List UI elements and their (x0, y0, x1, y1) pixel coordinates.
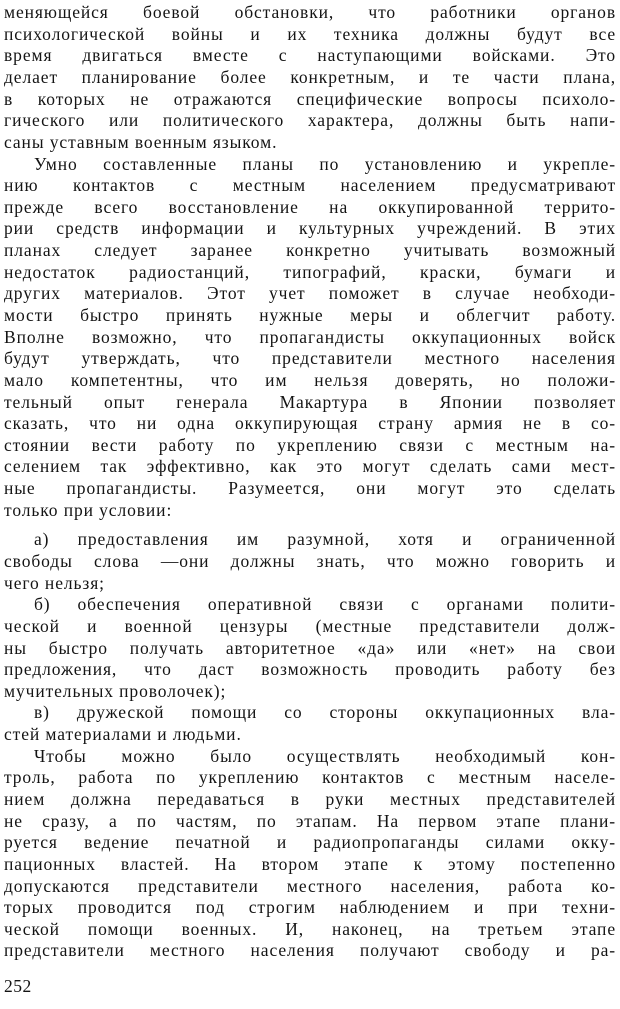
text-line: стоянии вести работу по укреплению связи с местным на- (4, 434, 616, 455)
text-line: только при условии: (4, 499, 173, 520)
text-line: саны уставным военным языком. (4, 131, 278, 152)
text-line: представители местного населения получают свободу и ра- (4, 940, 616, 961)
list-item-b-line: предложения, что даст возможность проводить работу без (4, 659, 616, 680)
list-item-a-line: свободы слова —они должны знать, что можно говорить и (4, 550, 616, 571)
text-line: психологической войны и их техника должны будут все (4, 23, 616, 44)
text-line: ческой помощи военных. И, наконец, на третьем этапе (4, 918, 616, 939)
text-line: прежде всего восстановление на оккупированной террито- (4, 196, 616, 217)
text-line: недостаток радиостанций, типографий, краски, бумаги и (4, 261, 616, 282)
text-line: меняющейся боевой обстановки, что работники органов (4, 2, 616, 22)
text-line: сказать, что ни одна оккупирующая страну армия не в со- (4, 413, 616, 434)
list-item-b-line: ны быстро получать авторитетное «да» или «нет» на свои (4, 637, 616, 658)
text-line: Вполне возможно, что пропагандисты оккупационных войск (4, 326, 616, 347)
text-line: время двигаться вместе с наступающими войсками. Это (4, 45, 616, 66)
list-item-b-line: б) обеспечения оперативной связи с органами полити- (34, 594, 616, 615)
text-line: мало компетентны, что им нельзя доверять, но положи- (4, 369, 616, 390)
text-line: троль, работа по укреплению контактов с местным населе- (4, 767, 616, 788)
text-line: допускаются представители местного населения, работа ко- (4, 875, 616, 896)
list-item-a-line: а) предоставления им разумной, хотя и ограниченной (34, 529, 616, 550)
text-line: мости быстро принять нужные меры и облегчит работу. (4, 304, 616, 325)
text-line: нием должна передаваться в руки местных представителей (4, 788, 616, 809)
text-line: в которых не отражаются специфические вопросы психоло- (4, 88, 616, 109)
text-line: торых проводится под строгим наблюдением и при техни- (4, 897, 616, 918)
text-line: не сразу, а по частям, по этапам. На первом этапе плани- (4, 810, 616, 831)
page-number: 252 (4, 976, 32, 996)
text-line: тельный опыт генерала Макартура в Японии позволяет (4, 391, 616, 412)
text-line: нию контактов с местным населением предусматривают (4, 175, 616, 196)
list-item-b-line: ческой и военной цензуры (местные представители долж- (4, 615, 616, 636)
text-line: рии средств информации и культурных учреждений. В этих (4, 218, 616, 239)
text-line: руется ведение печатной и радиопропаганды силами окку- (4, 832, 616, 853)
text-line: других материалов. Этот учет поможет в случае необходи- (4, 283, 616, 304)
text-line: гического или политического характера, должны быть напи- (4, 110, 616, 131)
list-item-b-line: мучительных проволочек); (4, 680, 227, 701)
list-item-a-line: чего нельзя; (4, 572, 105, 593)
text-line: пационных властей. На втором этапе к этому постепенно (4, 853, 616, 874)
list-item-c-line: стей материалами и людьми. (4, 724, 242, 744)
text-line: Чтобы можно было осуществлять необходимый кон- (34, 745, 616, 766)
text-line: селением так эффективно, как это могут сделать сами мест- (4, 456, 616, 477)
text-line: будут утверждать, что представители местного населения (4, 348, 616, 369)
text-line: ные пропагандисты. Разумеется, они могут это сделать (4, 478, 616, 498)
text-line: планах следует заранее конкретно учитывать возможный (4, 240, 616, 260)
text-line: Умно составленные планы по установлению и укрепле- (34, 153, 616, 174)
list-item-c-line: в) дружеской помощи со стороны оккупационных вла- (34, 702, 616, 723)
text-line: делает планирование более конкретным, и те части плана, (4, 66, 616, 87)
